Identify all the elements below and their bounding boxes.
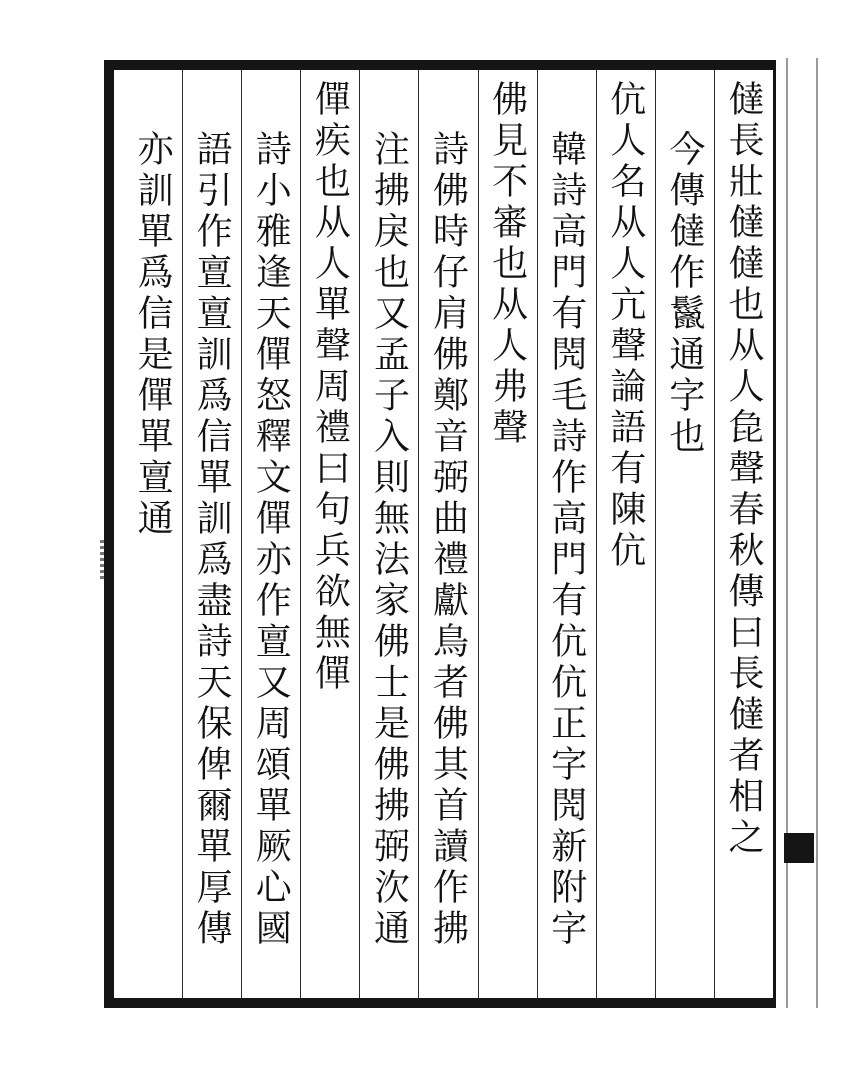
column-text-1: 㒓長壯㒓㒓也从人㲋聲春秋傳曰長㒓者相之	[723, 80, 764, 859]
text-column-7	[360, 70, 419, 998]
text-column-3	[597, 70, 656, 998]
text-column-4	[538, 70, 597, 998]
text-columns	[124, 70, 773, 998]
text-column-9	[242, 70, 301, 998]
column-text-9: 詩小雅逢天僤怒釋文僤亦作亶又周頌單厥心國	[250, 130, 292, 950]
column-text-5: 佛見不審也从人弗聲	[486, 80, 528, 449]
column-text-7: 注拂戾也又孟子入則無法家佛士是佛拂弼㳄通	[368, 130, 410, 950]
text-column-10	[183, 70, 242, 998]
text-column-1	[715, 70, 773, 998]
column-text-10: 語引作亶亶訓爲信單訓爲盡詩天保俾爾單厚傳	[191, 130, 233, 950]
text-column-2	[656, 70, 715, 998]
text-column-6	[419, 70, 478, 998]
column-text-2: 今傳㒓作鬣通字也	[663, 130, 705, 458]
text-frame	[104, 60, 776, 1008]
column-text-8: 僤疾也从人單聲周禮曰句兵欲無僤	[309, 80, 351, 695]
text-column-5	[479, 70, 538, 998]
text-column-11	[124, 70, 183, 998]
edge-rule-1	[786, 58, 788, 1008]
column-text-4: 韓詩高門有閌毛詩作高門有伉伉正字閌新附字	[545, 130, 587, 950]
column-text-11: 亦訓單爲信是僤單亶通	[132, 130, 174, 540]
edge-ink-block	[784, 833, 814, 863]
text-column-8	[301, 70, 360, 998]
edge-rule-2	[816, 58, 818, 1008]
column-text-6: 詩佛時仔肩佛鄭音弼曲禮獻鳥者佛其首讀作拂	[427, 130, 469, 950]
column-text-3: 伉人名从人亢聲論語有陳伉	[604, 80, 646, 572]
adjacent-leaf-edge	[776, 58, 867, 1008]
